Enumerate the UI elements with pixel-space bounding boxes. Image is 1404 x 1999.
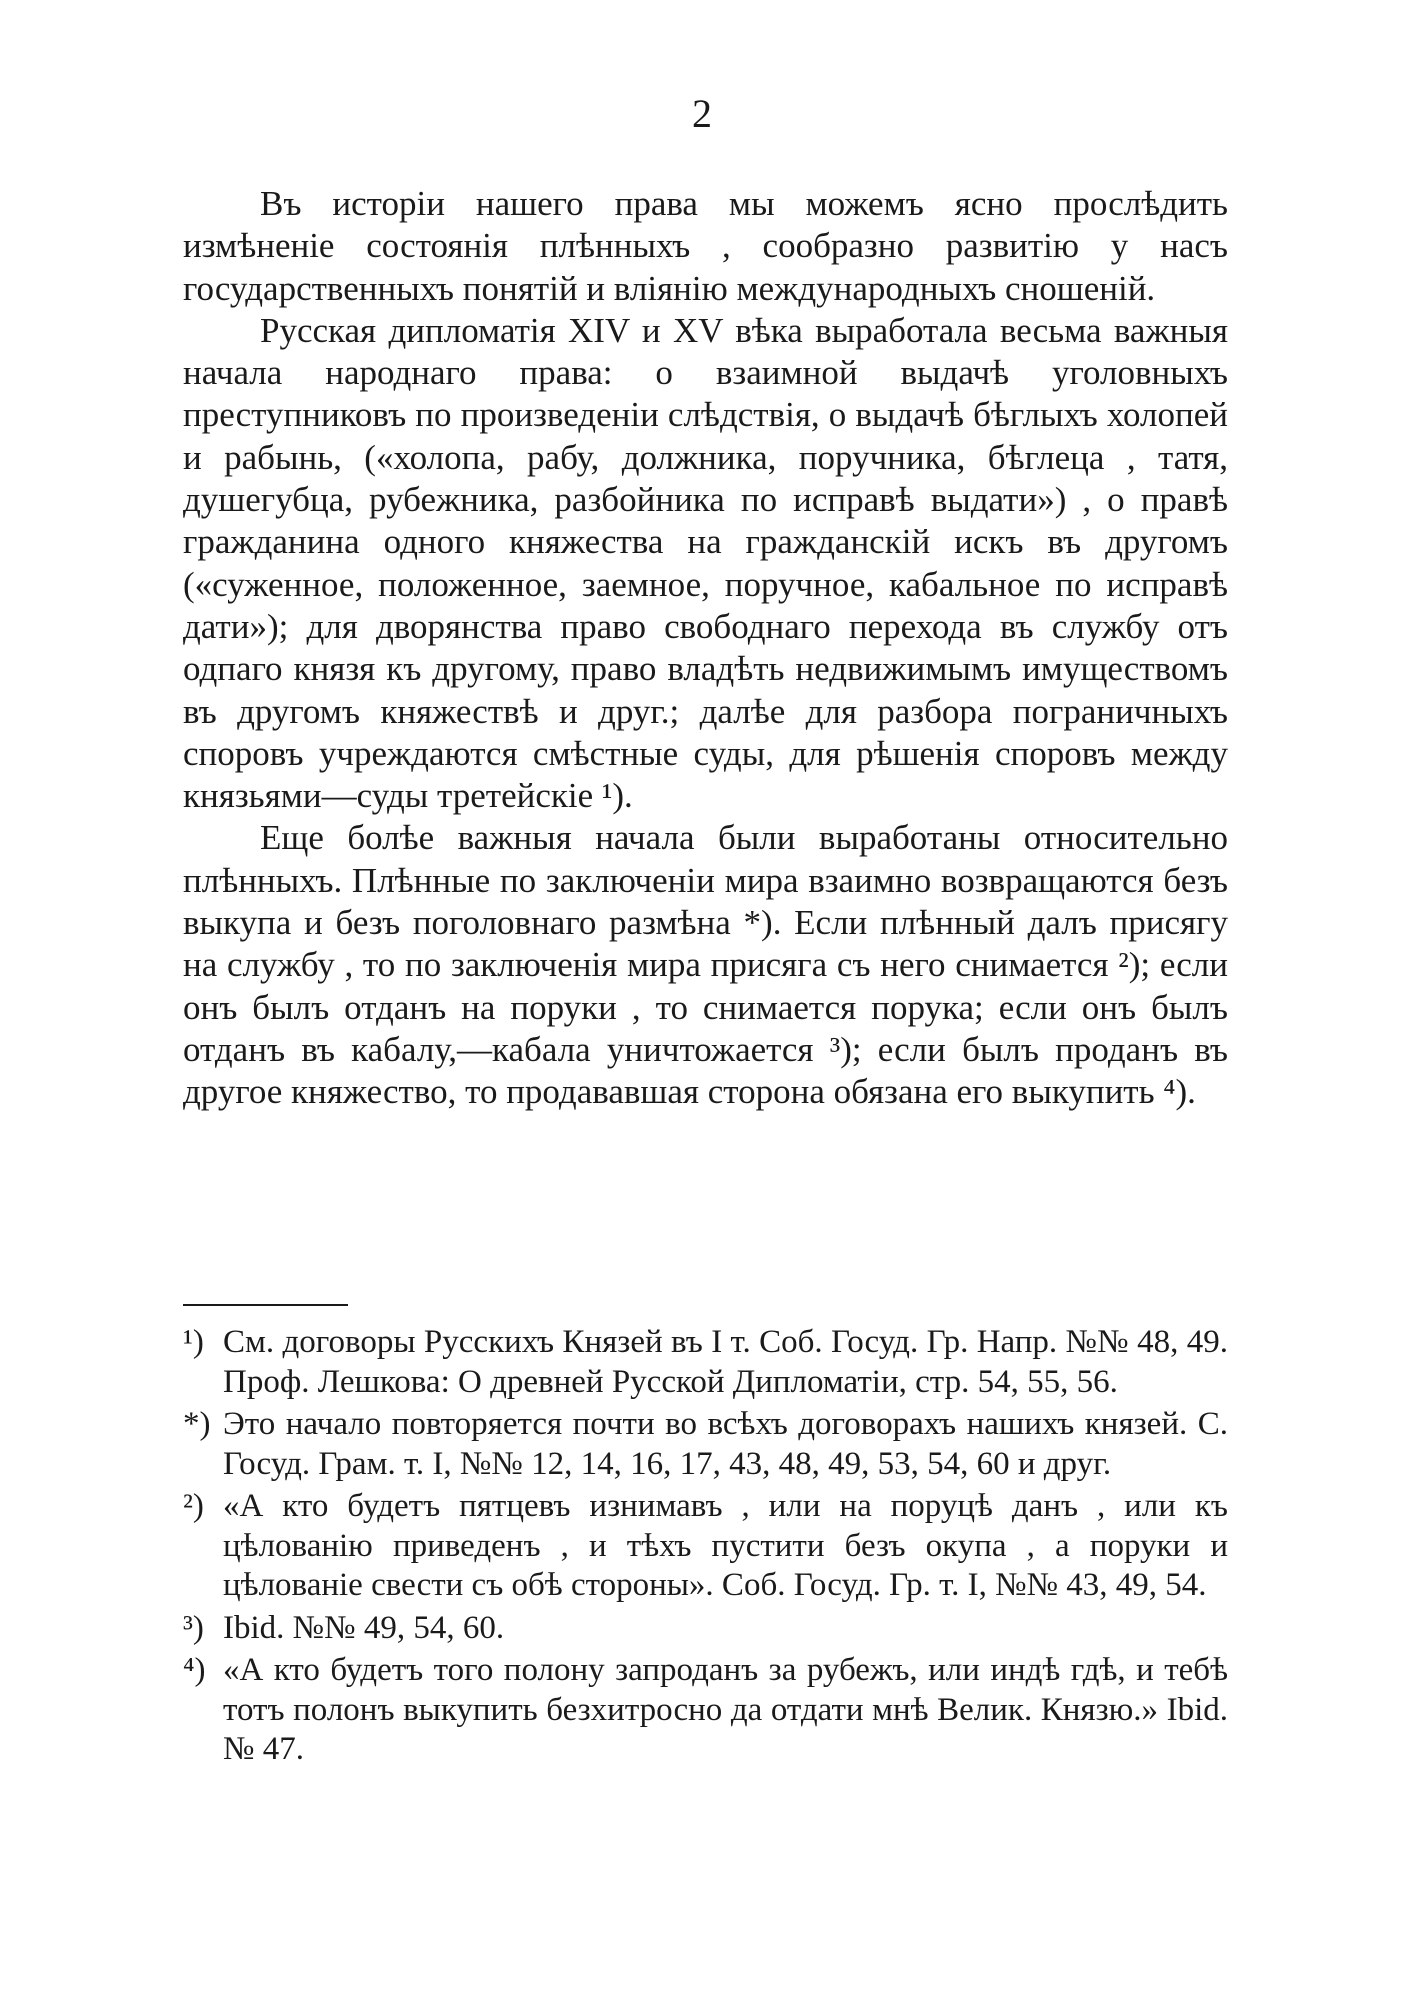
page-number: 2 bbox=[692, 91, 712, 136]
footnote-5 bbox=[183, 1651, 1228, 1770]
main-text bbox=[183, 183, 1228, 1114]
footnote-4 bbox=[183, 1609, 1228, 1649]
footnote-2 bbox=[183, 1405, 1228, 1484]
footnote-3 bbox=[183, 1487, 1228, 1606]
footnotes bbox=[183, 1323, 1228, 1773]
footnote-mark: *) bbox=[183, 1406, 211, 1442]
footnote-mark: ¹) bbox=[183, 1324, 204, 1360]
footnote-mark: ²) bbox=[183, 1488, 204, 1524]
footnote-text: См. договоры Русскихъ Князей въ I т. Соб. Госуд. Гр. Напр. №№ 48, 49. Проф. Лешкова: О древней Русской Дипломатіи, стр. 54, 55, 56. bbox=[223, 1324, 1228, 1400]
paragraph-2: Русская дипломатія XIV и XV вѣка выработала весьма важныя начала народнаго права: о взаимной выдачѣ уголовныхъ преступниковъ по произведеніи слѣдствія, о выдачѣ бѣглыхъ холопей и рабынь, («холопа, рабу, должника, поручника, бѣглеца , татя, душегубца, рубежника, разбойника по исправѣ выдати») , о правѣ гражданина одного княжества на гражданскій искъ въ другомъ («суженное, положенное, заемное, поручное, кабальное по исправѣ дати»); для дворянства право свободнаго перехода въ службу отъ одпаго князя къ другому, право владѣть недвижимымъ имуществомъ въ другомъ княжествѣ и друг.; далѣе для разбора пограничныхъ споровъ учреждаются смѣстные суды, для рѣшенія споровъ между князьями—суды третейскіе ¹). bbox=[183, 310, 1228, 816]
footnote-mark: ³) bbox=[183, 1609, 204, 1646]
paragraph-3: Еще болѣе важныя начала были выработаны относительно плѣнныхъ. Плѣнные по заключеніи мира взаимно возвращаются безъ выкупа и безъ поголовнаго размѣна *). Если плѣнный далъ присягу на службу , то по заключенія мира присяга съ него снимается ²); если онъ былъ отданъ на поруки , то снимается порука; если онъ былъ отданъ въ кабалу,—кабала уничтожается ³); если былъ проданъ въ другое княжество, то продававшая сторона обязана его выкупить ⁴). bbox=[183, 818, 1228, 1112]
footnote-mark: ⁴) bbox=[183, 1652, 206, 1688]
paragraph-1: Въ исторіи нашего права мы можемъ ясно прослѣдить измѣненіе состоянія плѣнныхъ , сообразно развитію у насъ государственныхъ понятій и вліянію международныхъ сношеній. bbox=[183, 184, 1228, 308]
footnote-text: Это начало повторяется почти во всѣхъ договорахъ нашихъ князей. С. Госуд. Грам. т. I, №№ 12, 14, 16, 17, 43, 48, 49, 53, 54, 60 и друг. bbox=[223, 1406, 1228, 1482]
footnote-text: «А кто будетъ того полону запроданъ за рубежъ, или индѣ гдѣ, и тебѣ тотъ полонъ выкупить безхитросно да отдати мнѣ Велик. Князю.» Ibid. № 47. bbox=[223, 1652, 1228, 1767]
footnote-1 bbox=[183, 1323, 1228, 1402]
footnote-text: Ibid. №№ 49, 54, 60. bbox=[223, 1609, 505, 1646]
footnote-text: «А кто будетъ пятцевъ изнимавъ , или на поруцѣ данъ , или къ цѣлованію приведенъ , и тѣхъ пустити безъ окупа , а поруки и цѣлованіе свести съ обѣ стороны». Соб. Госуд. Гр. т. I, №№ 43, 49, 54. bbox=[223, 1488, 1228, 1603]
footnote-separator bbox=[183, 1304, 348, 1306]
